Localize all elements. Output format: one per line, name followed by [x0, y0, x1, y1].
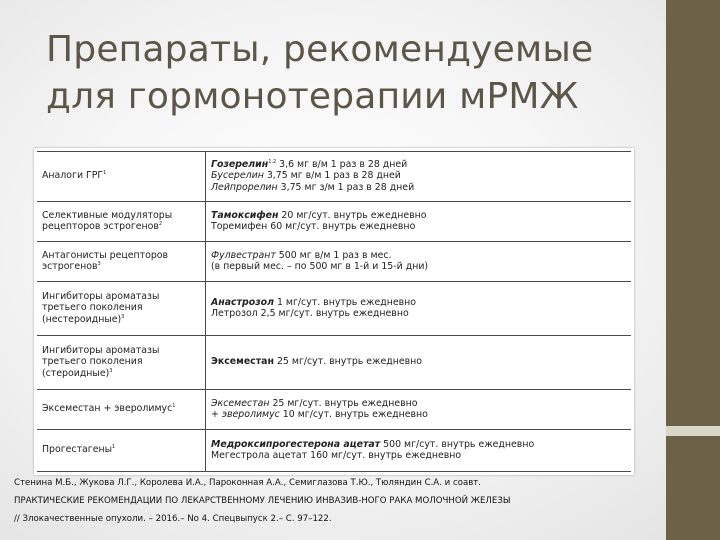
- drug-class-footnote: 3: [109, 367, 113, 374]
- reference-title: ПРАКТИЧЕСКИЕ РЕКОМЕНДАЦИИ ПО ЛЕКАРСТВЕННОМУ ЛЕЧЕНИЮ ИНВАЗИВ-НОГО РАКА МОЛОЧНОЙ ЖЕЛЕЗЫ: [14, 496, 511, 506]
- drug-regimen-cell: [206, 152, 632, 202]
- drug-name: Медроксипрогестерона ацетат: [211, 438, 381, 450]
- drug-name: Фулвестрант: [211, 249, 276, 261]
- drug-name: Эксеместан: [211, 397, 270, 409]
- drug-dose: Торемифен 60 мг/сут. внутрь ежедневно: [211, 221, 416, 232]
- drug-dose: 25 мг/сут. внутрь ежедневно: [273, 356, 423, 368]
- drug-dose: 500 мг/сут. внутрь ежедневно: [380, 438, 535, 450]
- drug-regimen-cell: [206, 336, 632, 390]
- drug-dose: 25 мг/сут. внутрь ежедневно: [269, 397, 418, 409]
- drug-class-label: Ингибиторы ароматазы третьего поколения (нестероидные): [42, 291, 160, 325]
- drug-name: Эксеместан: [211, 356, 274, 368]
- drug-class-footnote: 1: [103, 170, 107, 177]
- drug-class-cell: [37, 430, 206, 472]
- drug-dose: 500 мг в/м 1 раз в мес.: [275, 249, 392, 261]
- drug-name: Бусерелин: [211, 170, 264, 182]
- drug-regimen-line: [211, 250, 626, 261]
- drug-table-card: [34, 148, 634, 475]
- reference-source: // Злокачественные опухоли. – 2016.– No 4. Спецвыпуск 2.– С. 97–122.: [14, 514, 332, 524]
- drug-regimen-cell: [206, 430, 632, 472]
- drug-regimen-line: [211, 297, 626, 308]
- drug-class-footnote: 1: [172, 403, 176, 410]
- drug-dose: (в первый мес. – по 500 мг в 1-й и 15-й дни): [211, 261, 429, 272]
- drug-regimen-line: [211, 356, 626, 367]
- table-row: [37, 390, 631, 430]
- table-row: [37, 282, 631, 336]
- drug-class-footnote: 2: [158, 220, 163, 227]
- drug-dose: 20 мг/сут. внутрь ежедневно: [278, 209, 427, 221]
- drug-class-cell: [37, 282, 206, 336]
- drug-class-label: Прогестагены: [42, 444, 113, 456]
- drug-class-cell: [37, 202, 206, 242]
- drug-class-label: Селективные модуляторы рецепторов эстрогенов: [42, 209, 173, 232]
- drug-dose: Летрозол 2,5 мг/сут. внутрь ежедневно: [211, 308, 409, 319]
- drug-dose: 3,6 мг в/м 1 раз в 28 дней: [276, 159, 408, 171]
- drug-regimen-line: [211, 182, 626, 193]
- drug-class-cell: [37, 390, 206, 430]
- drug-class-footnote: 3: [97, 260, 101, 267]
- drug-class-label: Антагонисты рецепторов эстрогенов: [42, 249, 169, 272]
- drug-regimen-cell: [206, 202, 632, 242]
- drug-class-label: Эксеместан + эверолимус: [42, 403, 173, 415]
- drug-regimen-line: [211, 221, 626, 232]
- drug-regimen-line: [211, 439, 626, 450]
- drug-table: [37, 151, 631, 472]
- drug-regimen-line: [211, 170, 626, 181]
- drug-regimen-line: [211, 308, 626, 319]
- drug-class-cell: [37, 152, 206, 202]
- drug-name: Анастрозол: [211, 296, 274, 308]
- drug-class-cell: [37, 336, 206, 390]
- slide-title-line-1: Препараты, рекомендуемые: [46, 29, 594, 70]
- slide-title-line-2: для гормонотерапии мРМЖ: [46, 76, 579, 117]
- slide-title: [46, 26, 656, 120]
- drug-name: Лейпрорелин: [211, 181, 278, 193]
- table-row: [37, 336, 631, 390]
- drug-regimen-line: [211, 450, 626, 461]
- drug-regimen-line: [211, 261, 626, 272]
- drug-class-label: Аналоги ГРГ: [42, 170, 104, 182]
- drug-class-footnote: 3: [121, 313, 125, 320]
- table-row: [37, 152, 631, 202]
- reference-authors: Стенина М.Б., Жукова Л.Г., Королева И.А., Пароконная А.А., Семиглазова Т.Ю., Тюляндин С.А. и соавт.: [14, 478, 482, 488]
- table-row: [37, 242, 631, 282]
- drug-dose: 3,75 мг з/м 1 раз в 28 дней: [277, 181, 415, 193]
- drug-dose: 1 мг/сут. внутрь ежедневно: [273, 296, 417, 308]
- drug-name-footnote: 1,2: [268, 159, 277, 166]
- drug-regimen-cell: [206, 242, 632, 282]
- drug-class-cell: [37, 242, 206, 282]
- drug-regimen-cell: [206, 390, 632, 430]
- drug-dose: Мегестрола ацетат 160 мг/сут. внутрь ежедневно: [211, 450, 462, 461]
- reference-footer: [14, 474, 654, 528]
- drug-class-label: Ингибиторы ароматазы третьего поколения (стероидные): [42, 345, 160, 379]
- drug-regimen-line: [211, 409, 626, 420]
- drug-name: Тамоксифен: [211, 209, 279, 221]
- drug-regimen-cell: [206, 282, 632, 336]
- drug-name: Гозерелин: [211, 159, 269, 171]
- drug-class-footnote: 1: [112, 444, 116, 451]
- side-decoration-bottom: [666, 436, 720, 540]
- drug-regimen-line: [211, 210, 626, 221]
- drug-name: + эверолимус: [211, 409, 280, 420]
- table-row: [37, 430, 631, 472]
- table-row: [37, 202, 631, 242]
- drug-dose: 3,75 мг в/м 1 раз в 28 дней: [263, 170, 401, 182]
- side-decoration-top: [666, 0, 720, 426]
- drug-regimen-line: [211, 398, 626, 409]
- drug-dose: 10 мг/сут. внутрь ежедневно: [279, 409, 428, 420]
- drug-regimen-line: [211, 159, 626, 170]
